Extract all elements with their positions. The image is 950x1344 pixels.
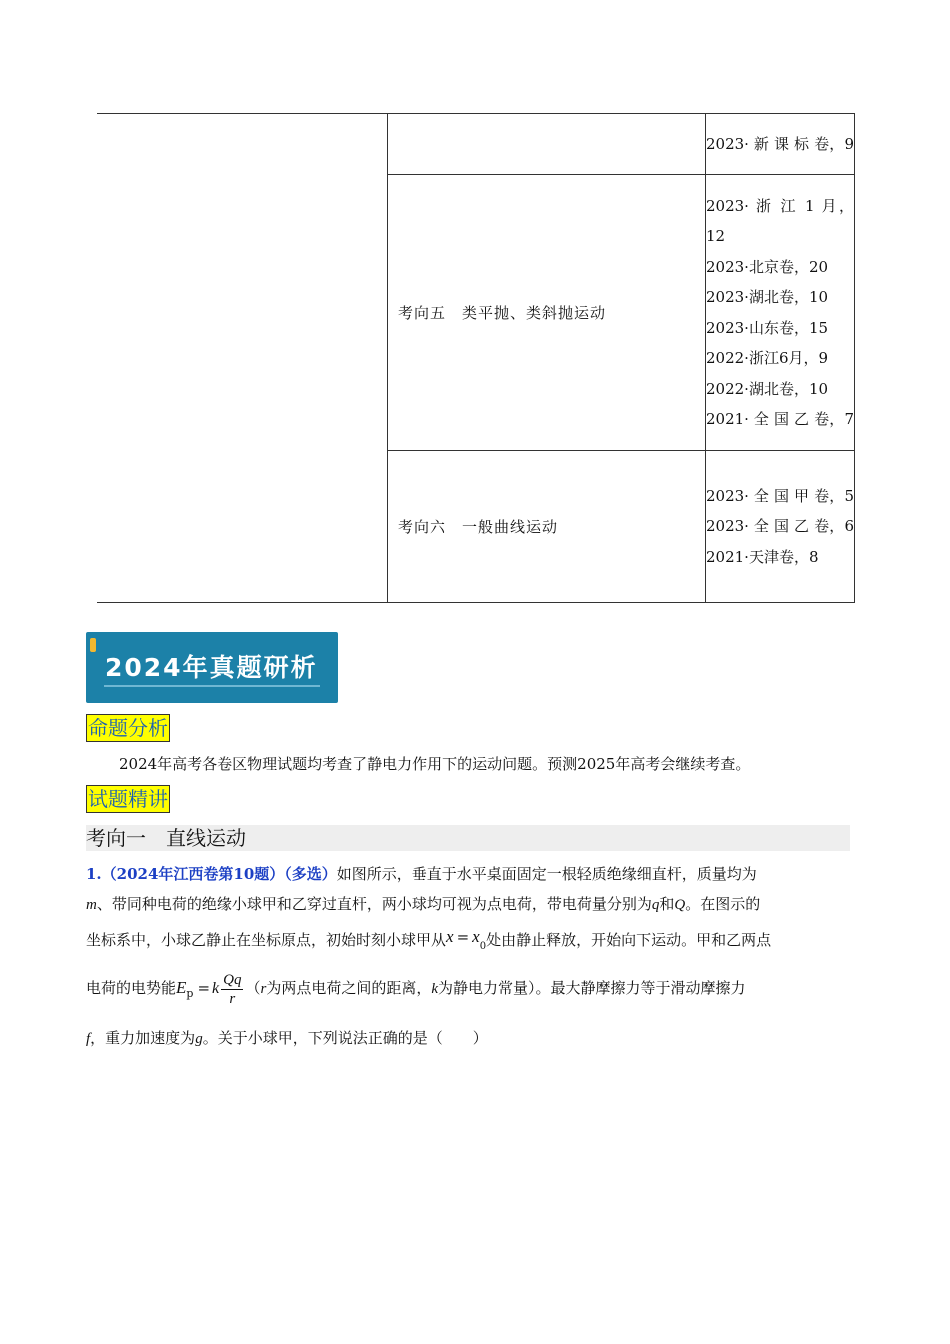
ref-item: 2023· 浙 江 1 月，12 (706, 196, 854, 245)
direction-heading: 考向一 直线运动 (86, 825, 850, 851)
table-refs-cell (706, 175, 855, 451)
banner-title: 2024年真题研析 (105, 653, 318, 682)
direction-label: 考向六 一般曲线运动 (398, 518, 559, 536)
ref-item: 2022·湖北卷，10 (706, 379, 829, 398)
question-line-1: 1.（2024年江西卷第10题）（多选）如图所示，垂直于水平桌面固定一根轻质绝缘细直杆，质量均为 (86, 865, 757, 883)
ref-item: 2023·湖北卷，10 (706, 288, 829, 306)
table-row (97, 114, 855, 175)
ref-item: 2021· 全 国 乙 卷，7 (706, 410, 854, 428)
question-line-3: 坐标系中，小球乙静止在坐标原点，初始时刻小球甲从$x = x_0$处由静止释放，开始向下运动。甲和乙两点 (86, 927, 772, 952)
analysis-label: 命题分析 (88, 716, 168, 740)
question-source: （2024年江西卷第10题）（多选） (101, 865, 337, 883)
banner-underline (104, 685, 320, 687)
potential-energy-fraction: $\frac{Qq}{r}$ (223, 971, 242, 1007)
table-direction-cell (388, 175, 706, 451)
section-banner (86, 632, 338, 703)
ref-item: 2023· 全 国 乙 卷，6 (706, 517, 854, 536)
table-direction-cell (388, 114, 706, 175)
table-refs-cell (706, 451, 855, 603)
ref-item: 2023· 新 课 标 卷，9 (706, 134, 854, 153)
table-refs-cell (706, 114, 855, 175)
practice-label: 试题精讲 (88, 787, 168, 811)
table-category-cell (97, 114, 388, 603)
banner-tab-decoration (90, 638, 96, 652)
ref-item: 2023·北京卷，20 (706, 257, 829, 276)
table-direction-cell (388, 451, 706, 603)
ref-item: 2022·浙江6月，9 (706, 349, 829, 367)
exam-direction-table (97, 113, 853, 603)
ref-item: 2021·天津卷，8 (706, 547, 819, 566)
question-line-5: f，重力加速度为g。关于小球甲，下列说法正确的是（ ） (86, 1029, 488, 1047)
question-line-4: 电荷的电势能$E_p = k$ $\frac{Qq}{r}$ （r为两点电荷之间的距离，k为静电力常量）。最大静摩擦力等于滑动摩擦力 (86, 971, 746, 1007)
question-number: 1. (86, 865, 102, 883)
analysis-text: 2024年高考各卷区物理试题均考查了静电力作用下的运动问题。预测2025年高考会继续考查。 (119, 755, 751, 773)
question-line-2: m、带同种电荷的绝缘小球甲和乙穿过直杆，两小球均可视为点电荷，带电荷量分别为q和Q。在图示的 (86, 895, 761, 913)
direction-label: 考向五 类平抛、类斜抛运动 (398, 304, 607, 322)
ref-item: 2023·山东卷，15 (706, 318, 829, 337)
ref-item: 2023· 全 国 甲 卷，5 (706, 486, 854, 505)
